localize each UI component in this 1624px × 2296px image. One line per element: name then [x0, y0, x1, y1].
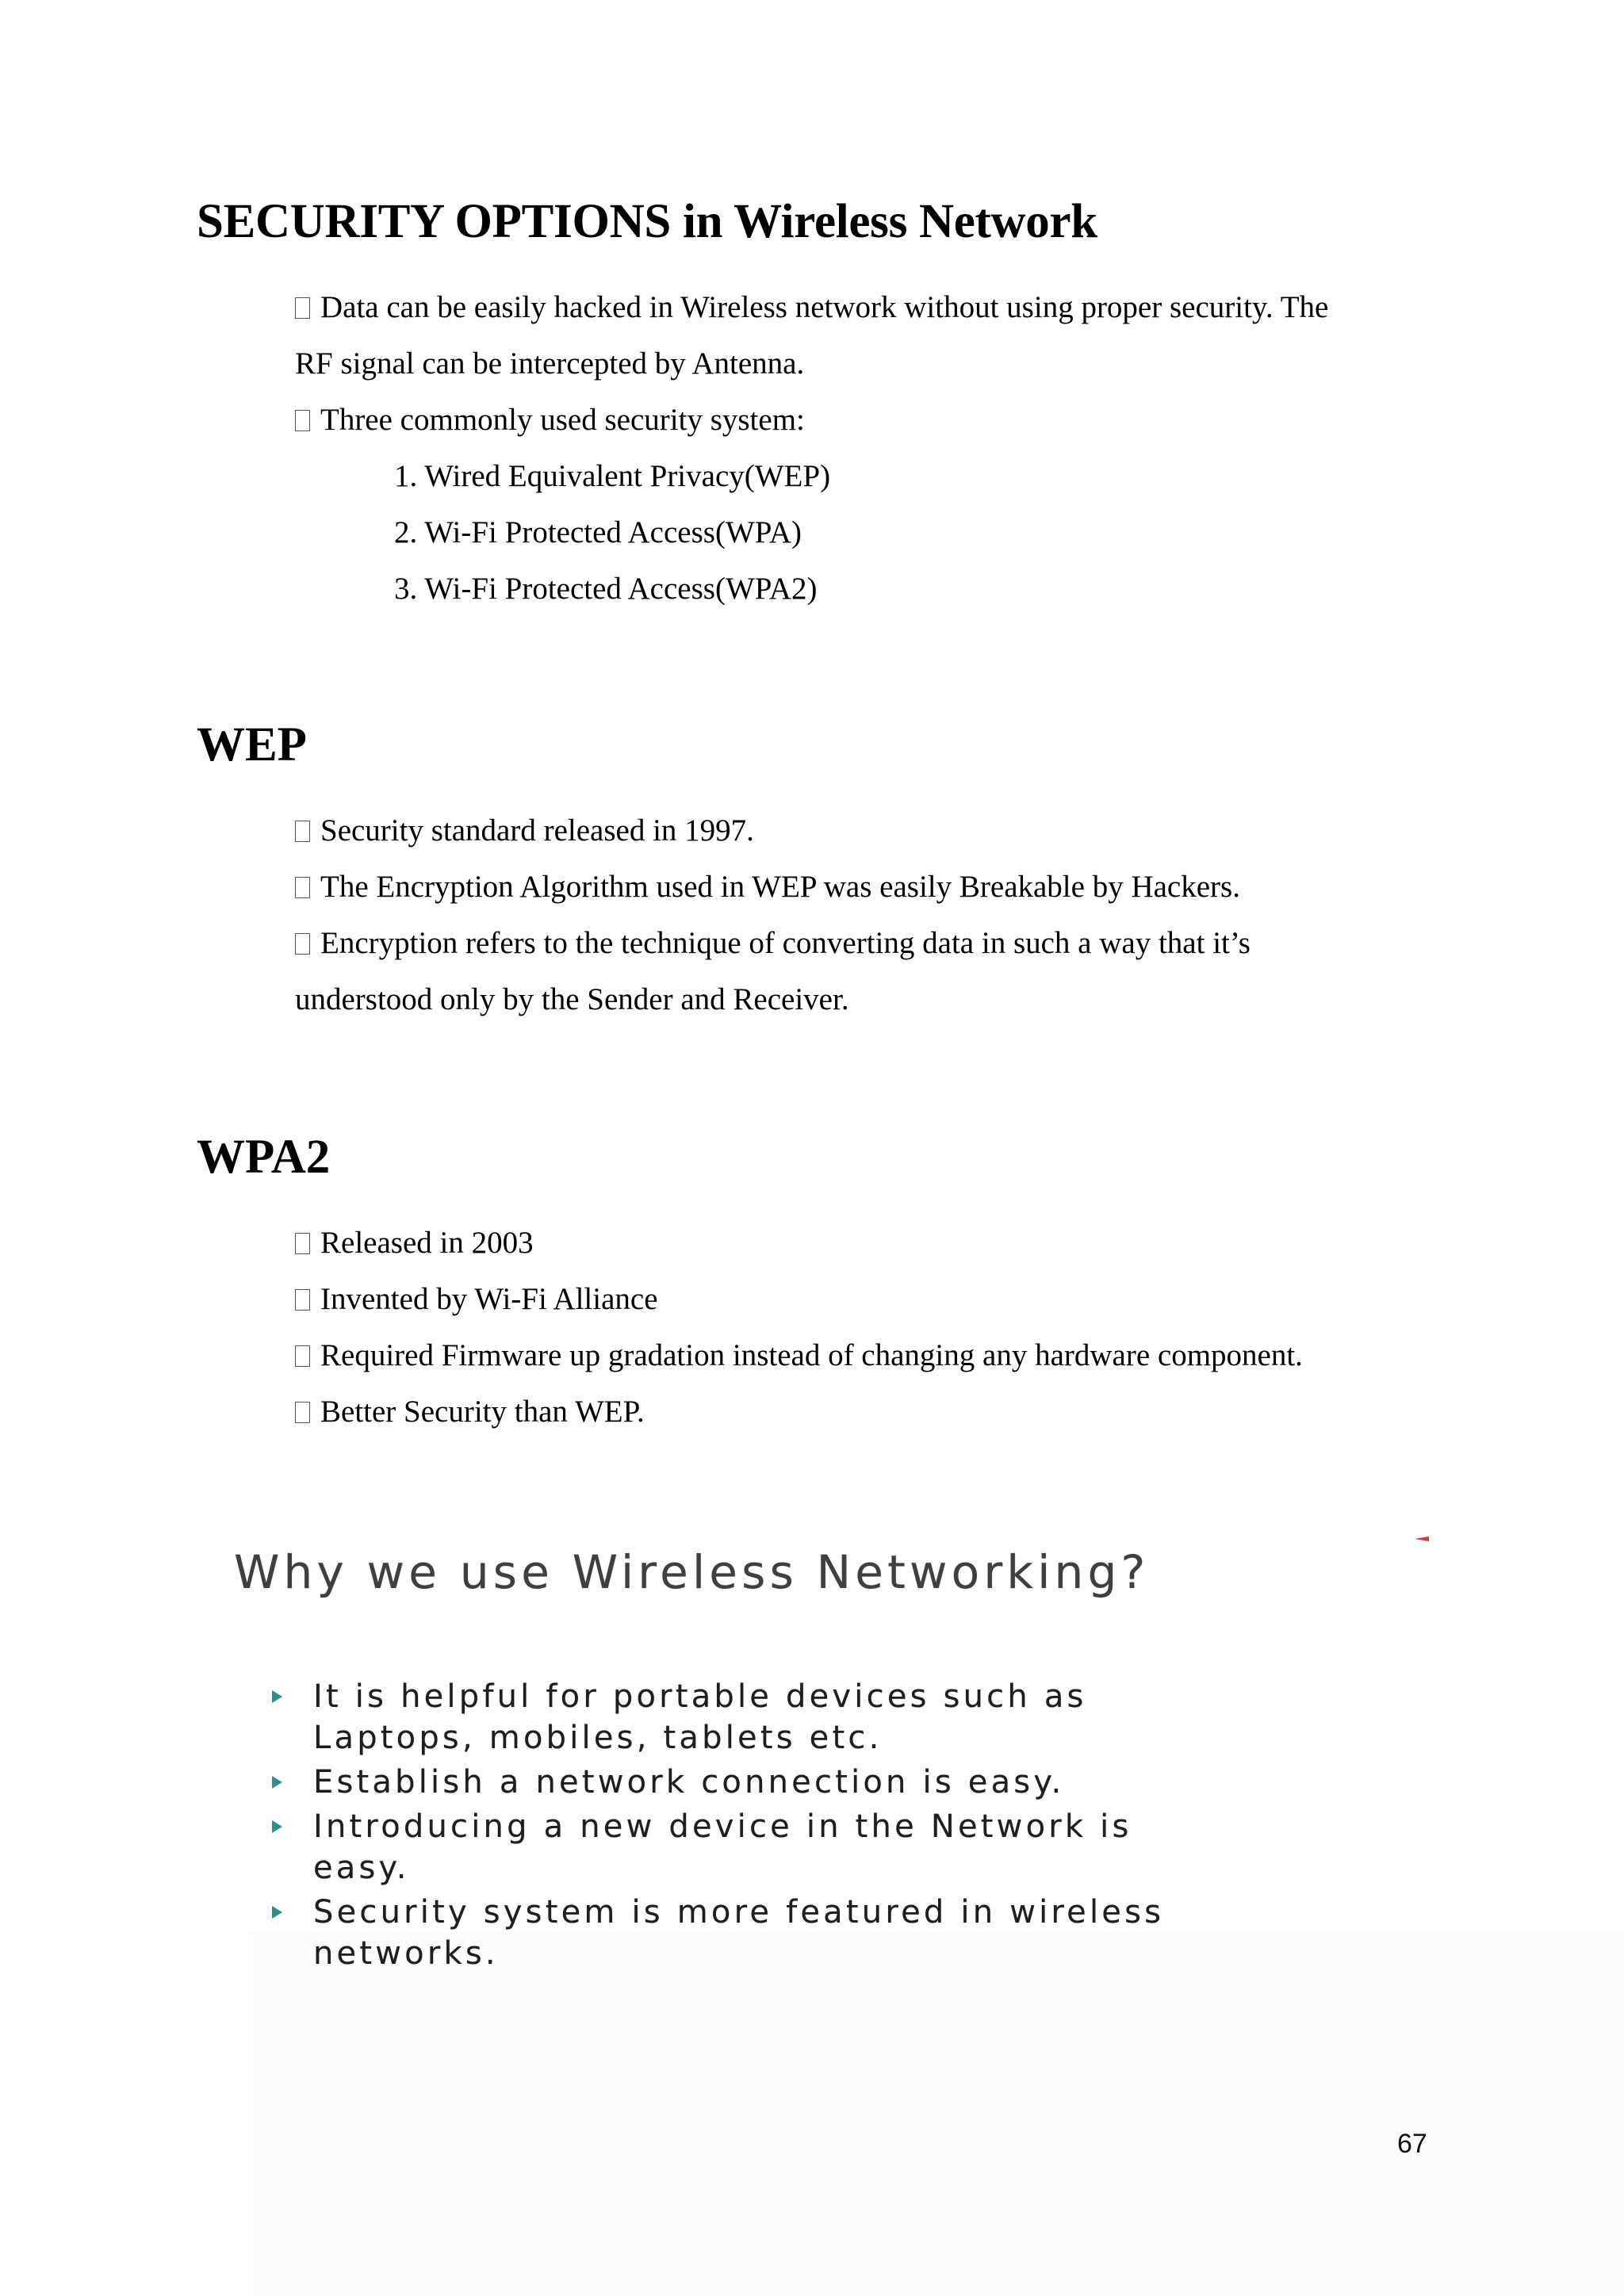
slide-item-line: Establish a network connection is easy. [313, 1764, 1065, 1800]
teal-triangle-bullet-icon [272, 1820, 282, 1833]
wpa2-bullet [295, 1280, 658, 1318]
slide-item-line: Introducing a new device in the Network is [313, 1808, 1132, 1845]
bullet-text: Security standard released in 1997. [320, 813, 754, 848]
missing-glyph-box-icon [295, 410, 310, 431]
page-number: 67 [1397, 2129, 1427, 2159]
slide-list-item [272, 1892, 1461, 1974]
teal-triangle-bullet-icon [272, 1906, 282, 1919]
numbered-item-wpa2: 3. Wi-Fi Protected Access(WPA2) [394, 572, 818, 606]
missing-glyph-box-icon [295, 1345, 310, 1367]
wpa2-bullet [295, 1337, 1303, 1375]
red-corner-mark-icon [1415, 1536, 1429, 1541]
wpa2-bullet [295, 1393, 645, 1431]
slide-list-item [272, 1762, 1461, 1803]
section-heading-wpa2: WPA2 [197, 1131, 331, 1184]
slide-list-item [272, 1676, 1461, 1758]
slide-item-line: Laptops, mobiles, tablets etc. [313, 1720, 883, 1756]
numbered-item-wpa: 2. Wi-Fi Protected Access(WPA) [394, 515, 802, 549]
slide-item-line: Security system is more featured in wireless [313, 1894, 1165, 1931]
missing-glyph-box-icon [295, 821, 310, 842]
slide-bullet-list [272, 1676, 1461, 1974]
bullet-text: The Encryption Algorithm used in WEP was easily Breakable by Hackers. [320, 870, 1240, 904]
embedded-slide-image [222, 1521, 1435, 2296]
numbered-item-wep: 1. Wired Equivalent Privacy(WEP) [394, 459, 831, 493]
page-title: SECURITY OPTIONS in Wireless Network [197, 195, 1097, 248]
slide-item-line: It is helpful for portable devices such as [313, 1678, 1087, 1715]
bullet-text: Data can be easily hacked in Wireless network without using proper security. The [320, 290, 1329, 324]
bullet-text: Better Security than WEP. [320, 1395, 645, 1429]
section-heading-wep: WEP [197, 718, 307, 771]
slide-list-item [272, 1806, 1461, 1888]
intro-bullet [295, 401, 805, 439]
missing-glyph-box-icon [295, 933, 310, 955]
wpa2-bullet [295, 1224, 534, 1262]
missing-glyph-box-icon [295, 297, 310, 319]
missing-glyph-box-icon [295, 1402, 310, 1423]
slide-title: Why we use Wireless Networking? [234, 1545, 1150, 1599]
wep-bullet-continuation: understood only by the Sender and Receiver. [295, 982, 849, 1016]
slide-item-line: easy. [313, 1850, 410, 1886]
wep-bullet [295, 924, 1251, 962]
bullet-text: Invented by Wi-Fi Alliance [320, 1282, 658, 1316]
bullet-text: Released in 2003 [320, 1226, 534, 1260]
slide-background [248, 1933, 1624, 2296]
slide-item-line: networks. [313, 1935, 499, 1972]
bullet-text: Encryption refers to the technique of converting data in such a way that it’s [320, 926, 1251, 960]
wep-bullet [295, 812, 754, 850]
bullet-text: Required Firmware up gradation instead of changing any hardware component. [320, 1338, 1303, 1372]
intro-bullet-continuation: RF signal can be intercepted by Antenna. [295, 346, 805, 381]
missing-glyph-box-icon [295, 1289, 310, 1311]
teal-triangle-bullet-icon [272, 1690, 282, 1703]
intro-bullet [295, 289, 1328, 327]
teal-triangle-bullet-icon [272, 1776, 282, 1789]
wep-bullet [295, 868, 1240, 906]
missing-glyph-box-icon [295, 877, 310, 898]
bullet-text: Three commonly used security system: [320, 403, 805, 437]
missing-glyph-box-icon [295, 1233, 310, 1254]
